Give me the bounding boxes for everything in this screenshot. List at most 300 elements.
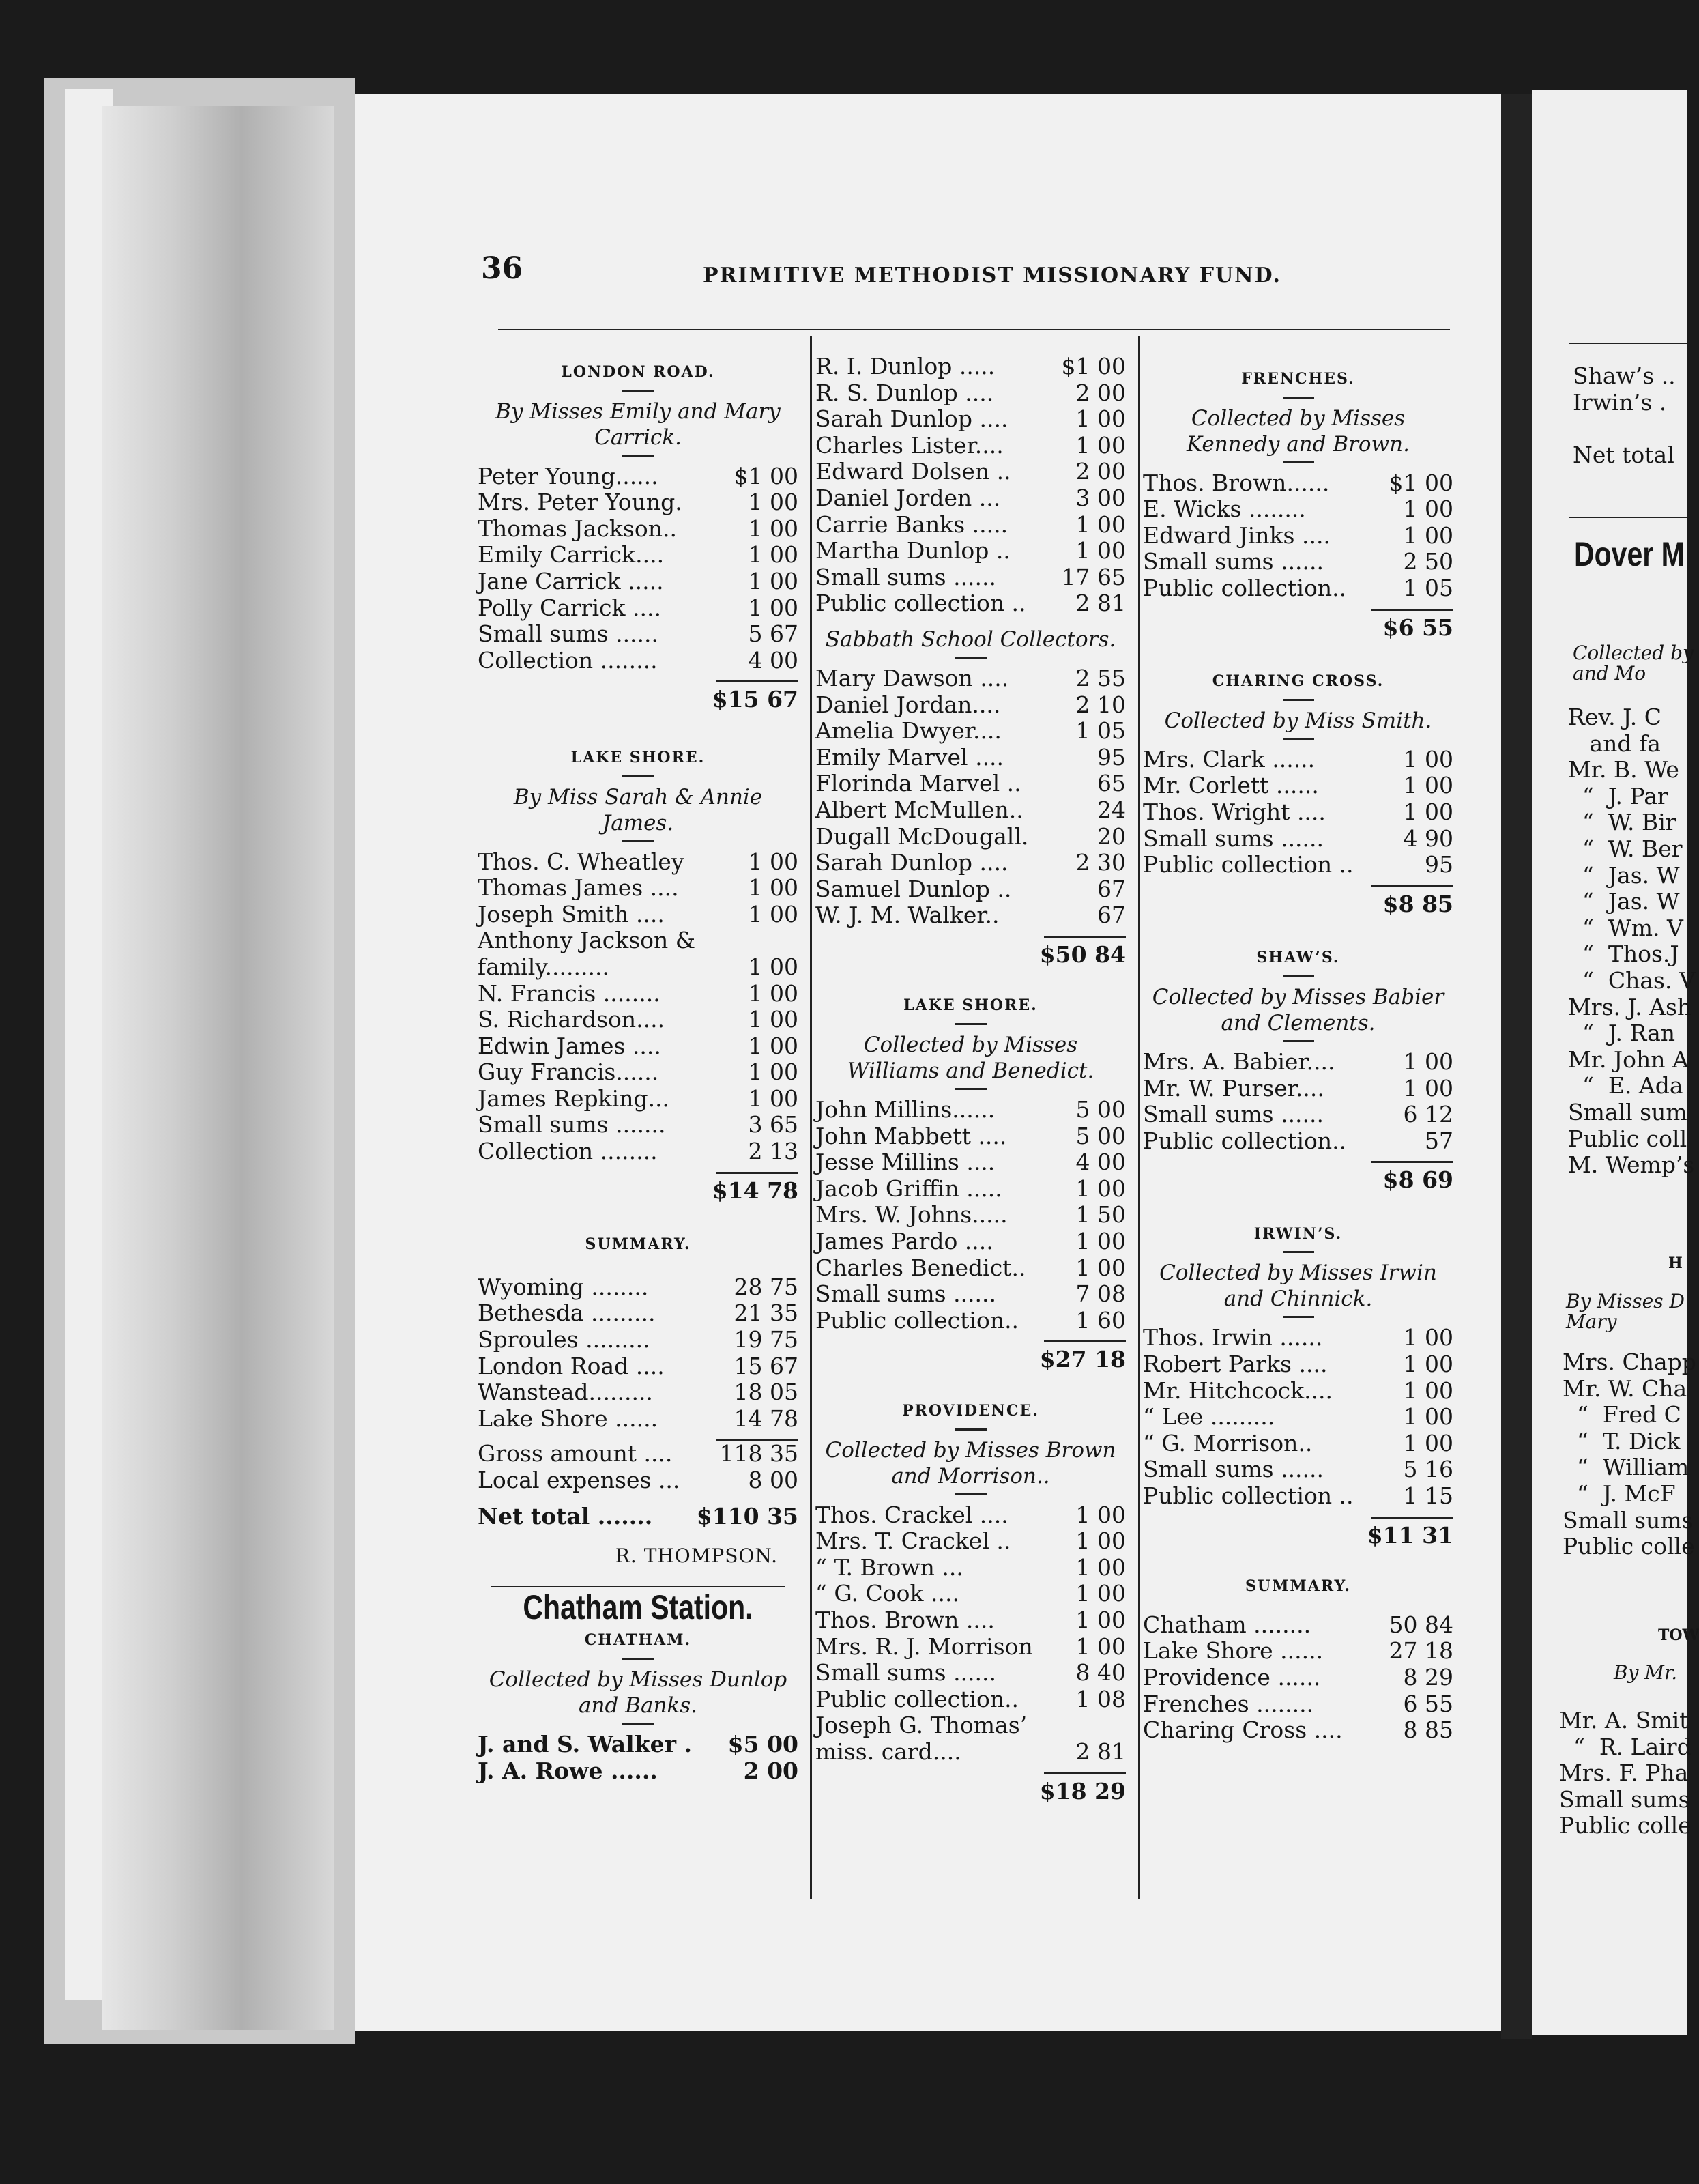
entry-name: Public collection ..: [1143, 1482, 1354, 1510]
entry-amount: 1 00: [1075, 405, 1126, 433]
section-total: $50 84: [1039, 940, 1126, 968]
text-line: “ E. Ada: [1568, 1072, 1683, 1100]
text-line: Rev. J. C: [1568, 704, 1661, 730]
entry-row: [478, 1732, 798, 1758]
entry-name: J. and S. Walker .: [478, 1730, 692, 1757]
entry-name: John Mabbett ....: [815, 1122, 1007, 1149]
entry-name: Carrie Banks .....: [815, 511, 1008, 538]
entry-row: [815, 850, 1126, 876]
entry-name: R. I. Dunlop .....: [815, 353, 996, 379]
entry-amount: 1 00: [748, 541, 798, 569]
entry-amount: 1 00: [1403, 1351, 1453, 1378]
collectors: By Miss Sarah & Annie James.: [513, 784, 763, 835]
entry-amount: 19 75: [734, 1326, 798, 1353]
station-rule: [491, 1586, 785, 1587]
entry-amount: 3 65: [748, 1111, 798, 1138]
entry-amount: 8 29: [1403, 1664, 1453, 1691]
divider: [955, 1428, 987, 1431]
entry-amount: 2 00: [1075, 458, 1126, 485]
entry-row: [478, 902, 798, 928]
entry-amount: 14 78: [734, 1405, 798, 1432]
divider: [1283, 975, 1314, 977]
entry-row: [478, 1007, 798, 1033]
entry-amount: 2 10: [1075, 691, 1126, 718]
divider: [622, 455, 654, 457]
text-line: Shaw’s ..: [1573, 362, 1676, 389]
entry-amount: 8 40: [1075, 1659, 1126, 1686]
collectors: Collected by Misses Babier and Clements.: [1152, 984, 1444, 1035]
text-line: “ W. Bir: [1568, 809, 1676, 836]
entry-name: Thos. Brown......: [1143, 469, 1330, 496]
page-number: 36: [481, 251, 523, 286]
entries-list: [478, 1732, 798, 1784]
section-heading: LAKE SHORE.: [903, 996, 1038, 1015]
entry-row: [815, 1634, 1126, 1661]
entry-amount: 5 00: [1075, 1096, 1126, 1123]
entry-row: [1143, 1456, 1453, 1483]
section-total: $6 55: [1382, 614, 1453, 641]
entry-name: Collection ........: [478, 646, 658, 674]
entry-amount: $1 00: [1389, 469, 1453, 496]
divider: [1283, 397, 1314, 399]
section-heading: SHAW’S.: [1256, 949, 1340, 967]
gross-amount: Gross amount .... 118 35: [478, 1440, 798, 1467]
entry-name: Sproules .........: [478, 1326, 650, 1353]
entry-name: Jesse Millins ....: [815, 1149, 996, 1176]
right-top-lines: [1573, 363, 1687, 468]
entry-row: [815, 1228, 1126, 1255]
entry-row: [815, 1255, 1126, 1282]
entry-name: Small sums ......: [1143, 548, 1324, 575]
entry-name: Wyoming ........: [478, 1273, 649, 1300]
entry-amount: 1 05: [1075, 717, 1126, 745]
entry-name: Albert McMullen..: [815, 796, 1023, 823]
entry-row: [815, 1712, 1126, 1739]
text-line: Mr. B. We: [1568, 756, 1679, 784]
entry-amount: 67: [1097, 875, 1126, 902]
entry-amount: 4 90: [1403, 824, 1453, 852]
entry-row: [1143, 1691, 1453, 1718]
section-heading: CHARING CROSS.: [1212, 672, 1384, 691]
entry-amount: 5 16: [1403, 1456, 1453, 1483]
section-heading: TOW: [1658, 1626, 1699, 1644]
entry-row: [1143, 1665, 1453, 1691]
entry-amount: 1 00: [1075, 1606, 1126, 1633]
entry-name: Sarah Dunlop ....: [815, 405, 1008, 433]
entry-name: Mrs. R. J. Morrison: [815, 1633, 1033, 1660]
divider: [622, 390, 654, 392]
entry-row: [815, 1739, 1126, 1766]
column-rule-1: [810, 336, 812, 1899]
text-line: “ J. McF: [1563, 1480, 1676, 1507]
entry-row: [815, 692, 1126, 719]
section-total: $11 31: [1367, 1521, 1453, 1549]
entry-amount: 95: [1425, 851, 1453, 878]
entry-row: [815, 459, 1126, 485]
entry-name: S. Richardson....: [478, 1006, 665, 1033]
entry-row: [1143, 1483, 1453, 1510]
entry-row: [478, 1033, 798, 1060]
entry-row: [815, 1202, 1126, 1228]
entry-row: [1143, 1076, 1453, 1102]
signature: R. THOMPSON.: [615, 1544, 778, 1568]
entry-name: Public collection..: [815, 1306, 1019, 1334]
total-rule: [1044, 936, 1126, 938]
entry-row: [478, 516, 798, 543]
entry-name: Public collection ..: [1143, 851, 1354, 878]
entry-name: James Repking...: [478, 1084, 670, 1112]
divider: [955, 1493, 987, 1495]
entry-row: [478, 1300, 798, 1327]
entry-amount: 1 00: [748, 900, 798, 928]
entry-row: [478, 1274, 798, 1301]
text-line: “ Fred C: [1563, 1401, 1681, 1428]
entry-amount: 3 00: [1075, 484, 1126, 511]
entry-name: Wanstead.........: [478, 1379, 653, 1406]
entry-row: [815, 1502, 1126, 1529]
entry-amount: 15 67: [734, 1352, 798, 1379]
entry-row: [478, 849, 798, 876]
entry-name: Providence ......: [1143, 1664, 1321, 1691]
entry-row: [1143, 1351, 1453, 1378]
entry-row: [478, 928, 798, 954]
entry-amount: 1 00: [1403, 495, 1453, 523]
text-line: Mary: [1566, 1310, 1617, 1333]
entry-amount: 1 00: [1075, 1254, 1126, 1281]
entry-name: “ G. Cook ....: [815, 1580, 959, 1607]
entry-row: [1143, 1378, 1453, 1405]
entry-name: Jane Carrick .....: [478, 567, 664, 594]
entry-name: London Road ....: [478, 1352, 665, 1379]
entry-name: Guy Francis......: [478, 1059, 659, 1086]
entry-amount: 1 00: [1403, 1377, 1453, 1404]
entry-amount: 1 00: [748, 1084, 798, 1112]
entry-amount: 1 00: [748, 567, 798, 594]
entry-amount: 8 85: [1403, 1716, 1453, 1744]
entry-row: [815, 745, 1126, 771]
divider: [622, 1723, 654, 1725]
entry-amount: 1 00: [1403, 521, 1453, 549]
entry-row: [815, 380, 1126, 407]
entry-amount: 1 00: [748, 1059, 798, 1086]
entry-row: [1143, 496, 1453, 523]
entry-name: Thos. Irwin ......: [1143, 1324, 1323, 1351]
entries-list: [478, 849, 798, 1165]
text-line: Small sums: [1563, 1506, 1694, 1534]
entry-name: Small sums ......: [478, 620, 659, 648]
text-line: Public coll: [1568, 1125, 1687, 1152]
entry-row: [815, 718, 1126, 745]
section-heading: LONDON ROAD.: [561, 363, 715, 381]
entry-amount: 24: [1097, 796, 1126, 823]
collectors: Collected by Misses Dunlop and Banks.: [489, 1667, 787, 1718]
divider: [1283, 699, 1314, 701]
entry-name: Thos. C. Wheatley: [478, 848, 684, 875]
entry-row: [815, 1149, 1126, 1176]
text-line: “ Jas. W: [1568, 888, 1680, 915]
entry-name: “ Lee .........: [1143, 1403, 1275, 1431]
entry-row: [1143, 852, 1453, 878]
entry-amount: 1 15: [1403, 1482, 1453, 1510]
entry-name: Thos. Crackel ....: [815, 1501, 1008, 1528]
divider: [955, 1023, 987, 1025]
text-line: [1573, 416, 1687, 442]
entry-name: miss. card....: [815, 1738, 961, 1765]
entry-name: Small sums ......: [815, 1280, 997, 1308]
net-total: Net total ....... $110 35: [478, 1502, 798, 1529]
entry-amount: 1 00: [1075, 1527, 1126, 1555]
text-line: By Misses D: [1566, 1290, 1685, 1312]
column-3: [1143, 362, 1453, 1744]
entry-amount: 1 00: [1075, 537, 1126, 564]
entry-amount: 20: [1097, 822, 1126, 850]
total-rule: [1044, 1340, 1126, 1342]
entry-amount: 1 00: [748, 848, 798, 875]
entry-amount: 1 00: [1403, 1429, 1453, 1456]
entry-amount: 1 00: [748, 979, 798, 1007]
entry-row: [478, 542, 798, 569]
entry-name: Daniel Jorden ...: [815, 484, 1001, 511]
entry-row: [815, 590, 1126, 617]
entry-name: Thomas James ....: [478, 874, 679, 902]
entry-row: [478, 1406, 798, 1433]
right-low-lines: [1563, 1349, 1696, 1560]
entry-row: [478, 1138, 798, 1165]
entry-row: [478, 1112, 798, 1138]
entry-row: [815, 1660, 1126, 1686]
entry-row: [478, 489, 798, 516]
station-title: Dover M: [1574, 535, 1685, 573]
entry-row: [815, 797, 1126, 824]
entry-name: Mary Dawson ....: [815, 664, 1009, 691]
entry-row: [1143, 773, 1453, 799]
entry-name: Mrs. A. Babier....: [1143, 1048, 1335, 1075]
entry-amount: 1 00: [1403, 1403, 1453, 1431]
entry-row: [1143, 575, 1453, 602]
entry-name: Emily Carrick....: [478, 541, 665, 569]
entry-row: [815, 771, 1126, 797]
entry-amount: $5 00: [727, 1730, 798, 1757]
entries-list: [815, 1502, 1126, 1766]
local-expenses: Local expenses ... 8 00: [478, 1467, 798, 1493]
entry-name: Thomas Jackson..: [478, 515, 677, 542]
entry-amount: 5 67: [748, 620, 798, 648]
entry-row: [478, 1353, 798, 1380]
summary-list: [478, 1274, 798, 1433]
text-line: Mrs. F. Pha: [1559, 1759, 1689, 1787]
entry-amount: 2 81: [1075, 590, 1126, 617]
section-heading: FRENCHES.: [1241, 370, 1355, 388]
entry-name: Chatham ........: [1143, 1611, 1311, 1638]
text-line: Mr. W. Cha: [1563, 1375, 1687, 1402]
entry-name: Thos. Brown ....: [815, 1606, 995, 1633]
section-heading: PROVIDENCE.: [902, 1402, 1039, 1420]
entry-amount: 1 08: [1075, 1685, 1126, 1712]
entry-amount: 1 00: [748, 594, 798, 621]
entry-name: Lake Shore ......: [478, 1405, 658, 1432]
text-line: and Mo: [1573, 662, 1646, 685]
entry-name: Public collection ..: [815, 590, 1026, 617]
total-rule: [1371, 609, 1453, 611]
entry-amount: 17 65: [1061, 563, 1126, 590]
right-mid-lines: [1568, 704, 1696, 1179]
entry-row: [1143, 799, 1453, 826]
entry-name: Mrs. W. Johns.....: [815, 1201, 1008, 1228]
entry-amount: 1 00: [1403, 1324, 1453, 1351]
entry-name: Anthony Jackson &: [478, 927, 696, 954]
entry-name: W. J. M. Walker..: [815, 902, 1000, 929]
right-end-lines: [1559, 1707, 1691, 1839]
entry-amount: 4 00: [748, 646, 798, 674]
entry-amount: 2 55: [1075, 664, 1126, 691]
entry-amount: 65: [1097, 770, 1126, 797]
entry-row: [815, 1123, 1126, 1150]
collectors: Collected by Misses Williams and Benedict.: [847, 1033, 1094, 1084]
entry-amount: 1 00: [748, 515, 798, 542]
text-line: “ Jas. W: [1568, 861, 1680, 889]
entry-row: [815, 354, 1126, 380]
entry-row: [1143, 747, 1453, 773]
entry-row: [815, 1176, 1126, 1203]
entry-row: [478, 1327, 798, 1353]
entry-row: [815, 406, 1126, 433]
entry-row: [815, 1555, 1126, 1581]
entry-row: [478, 463, 798, 490]
entry-amount: 6 55: [1403, 1690, 1453, 1717]
entry-name: Charing Cross ....: [1143, 1716, 1343, 1744]
entry-name: “ G. Morrison..: [1143, 1429, 1313, 1456]
entry-amount: 2 50: [1403, 548, 1453, 575]
collectors: Collected by Misses Brown and Morrison..: [825, 1437, 1116, 1489]
divider: [955, 657, 987, 659]
entry-row: [815, 1581, 1126, 1607]
entry-name: Polly Carrick ....: [478, 594, 661, 621]
text-line: Small sums: [1559, 1785, 1690, 1813]
entry-row: [1143, 1431, 1453, 1457]
entry-name: R. S. Dunlop ....: [815, 379, 994, 406]
entry-amount: 1 00: [748, 874, 798, 902]
text-line: Net total: [1573, 441, 1674, 468]
section-heading: CHATHAM.: [584, 1631, 692, 1650]
entry-amount: 1 00: [748, 953, 798, 980]
entry-row: [815, 512, 1126, 538]
entry-name: Samuel Dunlop ..: [815, 875, 1012, 902]
text-line: “ William: [1563, 1454, 1689, 1481]
text-line: Mrs. Chapp: [1563, 1349, 1696, 1375]
page-edges: [102, 106, 334, 2030]
text-line: “ Chas. V: [1568, 966, 1696, 994]
entries-list: [1143, 747, 1453, 878]
entry-name: Daniel Jordan....: [815, 691, 1001, 718]
entry-row: [478, 981, 798, 1007]
section-heading: H: [1668, 1254, 1683, 1272]
total-rule: [716, 1172, 798, 1174]
entry-row: [478, 569, 798, 595]
collectors: By Misses Emily and Mary Carrick.: [495, 399, 781, 450]
entry-amount: 1 00: [1075, 1553, 1126, 1581]
entry-row: [1143, 1638, 1453, 1665]
entry-name: J. A. Rowe ......: [478, 1757, 658, 1784]
entry-name: Charles Lister....: [815, 431, 1004, 459]
section-total: $14 78: [712, 1177, 798, 1204]
entry-name: Mr. Hitchcock....: [1143, 1377, 1333, 1404]
text-line: “ Wm. V: [1568, 914, 1683, 941]
section-heading: IRWIN’S.: [1253, 1224, 1343, 1243]
entry-row: [478, 621, 798, 648]
entry-amount: 1 00: [1403, 772, 1453, 799]
top-rule: [498, 329, 1450, 330]
entry-amount: 1 00: [1075, 1175, 1126, 1202]
entry-name: Joseph G. Thomas’: [815, 1712, 1028, 1739]
entry-name: Charles Benedict..: [815, 1254, 1026, 1281]
entry-amount: 1 00: [748, 489, 798, 516]
text-line: “ R. Laird: [1559, 1733, 1691, 1760]
divider: [1283, 1316, 1314, 1318]
entry-name: Mr. Corlett ......: [1143, 772, 1319, 799]
station-rule: [1569, 517, 1687, 518]
section-total: $27 18: [1039, 1346, 1126, 1373]
entry-amount: 1 00: [1403, 745, 1453, 773]
entry-name: Lake Shore ......: [1143, 1637, 1324, 1665]
collectors: [1566, 1291, 1687, 1332]
entry-row: [815, 824, 1126, 850]
entry-row: [815, 876, 1126, 903]
entry-name: Small sums ......: [1143, 1456, 1324, 1483]
entry-row: [478, 1086, 798, 1112]
entry-amount: 2 81: [1075, 1738, 1126, 1765]
entry-amount: 21 35: [734, 1299, 798, 1327]
entry-row: [478, 875, 798, 902]
entries-list: [815, 354, 1126, 617]
total-rule: [1371, 1161, 1453, 1163]
total-rule: [1371, 1517, 1453, 1519]
column-1: [478, 355, 798, 1784]
entry-row: [815, 1607, 1126, 1634]
entry-amount: 2 13: [748, 1138, 798, 1165]
entry-amount: 7 08: [1075, 1280, 1126, 1308]
divider: [1283, 461, 1314, 463]
text-line: “ J. Ran: [1568, 1020, 1676, 1047]
section-heading: LAKE SHORE.: [570, 748, 706, 766]
entries-list: [815, 1097, 1126, 1334]
entry-amount: 5 00: [1075, 1122, 1126, 1149]
entry-row: [815, 564, 1126, 591]
entry-name: Small sums ......: [1143, 824, 1324, 852]
entry-row: [815, 1308, 1126, 1334]
running-head: PRIMITIVE METHODIST MISSIONARY FUND.: [703, 263, 1281, 287]
right-page: [1532, 90, 1699, 2035]
entry-amount: 1 00: [1075, 511, 1126, 538]
entry-amount: 2 00: [1075, 379, 1126, 406]
text-line: Mr. A. Smit: [1559, 1707, 1689, 1734]
top-rule: [1569, 343, 1687, 344]
entry-name: Martha Dunlop ..: [815, 537, 1011, 564]
divider: [1283, 738, 1314, 740]
text-line: Public colle: [1559, 1812, 1691, 1839]
divider: [622, 840, 654, 842]
entries-list: [478, 463, 798, 674]
entry-row: [1143, 1049, 1453, 1076]
entry-name: Peter Young......: [478, 462, 658, 489]
entry-amount: $1 00: [734, 462, 798, 489]
collectors: Collected by Misses Kennedy and Brown.: [1187, 405, 1410, 457]
entry-row: [1143, 1612, 1453, 1639]
summary-list: [1143, 1612, 1453, 1744]
collectors: Collected by Misses Irwin and Chinnick.: [1159, 1261, 1437, 1312]
entry-name: Mr. W. Purser....: [1143, 1074, 1324, 1102]
entry-name: Robert Parks ....: [1143, 1351, 1328, 1378]
entry-name: John Millins......: [815, 1096, 996, 1123]
